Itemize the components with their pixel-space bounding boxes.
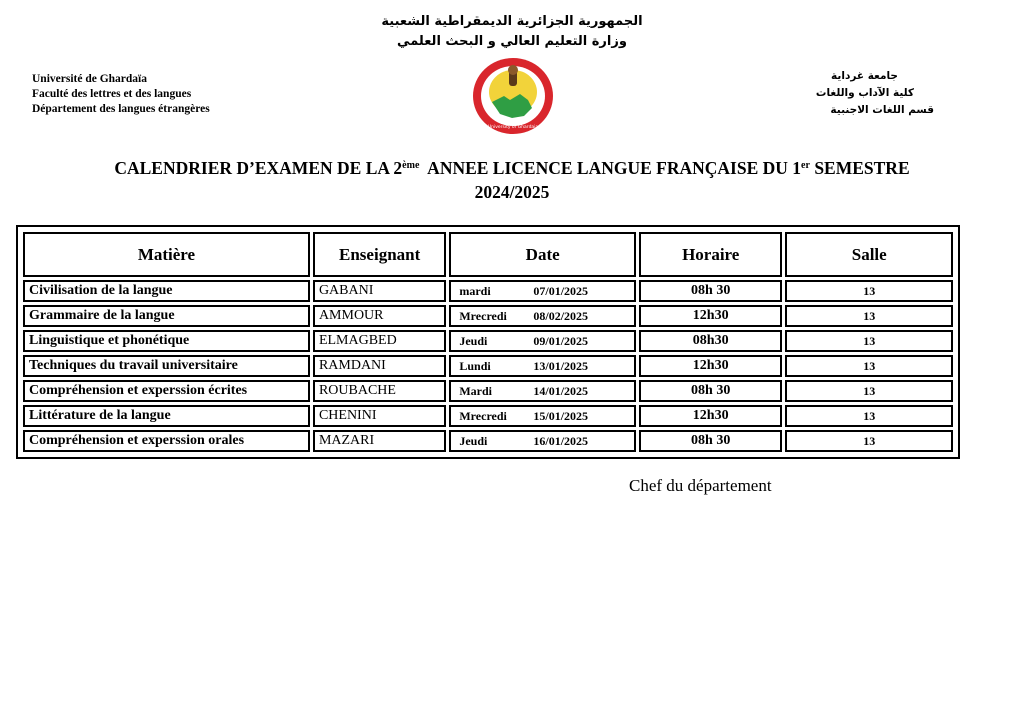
enseignant-cell: RAMDANI xyxy=(313,355,446,377)
horaire-cell: 12h30 xyxy=(639,355,782,377)
salle-cell: 13 xyxy=(785,330,953,352)
matiere-cell: Civilisation de la langue xyxy=(23,280,310,302)
table-row xyxy=(23,280,953,302)
enseignant-cell: AMMOUR xyxy=(313,305,446,327)
table-header-row xyxy=(23,232,953,277)
date-cell: Mrecredi 15/01/2025 xyxy=(449,405,636,427)
table-row xyxy=(23,305,953,327)
horaire-cell: 12h30 xyxy=(639,305,782,327)
salle-cell: 13 xyxy=(785,305,953,327)
faculty-name-fr: Faculté des lettres et des langues xyxy=(32,88,192,100)
enseignant-cell: MAZARI xyxy=(313,430,446,452)
matiere-cell: Linguistique et phonétique xyxy=(23,330,310,352)
salle-cell: 13 xyxy=(785,380,953,402)
salle-cell: 13 xyxy=(785,405,953,427)
horaire-cell: 08h 30 xyxy=(639,430,782,452)
salle-cell: 13 xyxy=(785,280,953,302)
enseignant-cell: CHENINI xyxy=(313,405,446,427)
institution-block-fr xyxy=(32,72,210,117)
date-cell: Mrecredi 08/02/2025 xyxy=(449,305,636,327)
title-line: CALENDRIER D’EXAMEN DE LA 2ème ANNEE LICENCE LANGUE FRANÇAISE DU 1er SEMESTRE xyxy=(114,158,910,178)
institution-block-ar xyxy=(780,68,934,119)
republic-line: الجمهورية الجزائرية الديمقراطية الشعبية xyxy=(381,14,643,29)
enseignant-cell: ELMAGBED xyxy=(313,330,446,352)
horaire-cell: 12h30 xyxy=(639,405,782,427)
ministry-header xyxy=(360,12,664,52)
matiere-cell: Compréhension et experssion orales xyxy=(23,430,310,452)
date-cell: mardi 07/01/2025 xyxy=(449,280,636,302)
salle-cell: 13 xyxy=(785,430,953,452)
matiere-cell: Grammaire de la langue xyxy=(23,305,310,327)
horaire-cell: 08h 30 xyxy=(639,380,782,402)
date-cell: Lundi 13/01/2025 xyxy=(449,355,636,377)
matiere-cell: Littérature de la langue xyxy=(23,405,310,427)
matiere-cell: Compréhension et experssion écrites xyxy=(23,380,310,402)
header-matiere: Matière xyxy=(23,232,310,277)
faculty-name-ar: كلية الآداب واللغات xyxy=(815,87,914,99)
horaire-cell: 08h30 xyxy=(639,330,782,352)
salle-cell: 13 xyxy=(785,355,953,377)
department-name-fr: Département des langues étrangères xyxy=(32,103,210,115)
exam-calendar-title xyxy=(30,156,994,204)
table-row xyxy=(23,430,953,452)
university-logo-icon xyxy=(470,56,556,136)
header-enseignant: Enseignant xyxy=(313,232,446,277)
academic-year: 2024/2025 xyxy=(474,182,550,202)
date-cell: Jeudi 09/01/2025 xyxy=(449,330,636,352)
matiere-cell: Techniques du travail universitaire xyxy=(23,355,310,377)
header-date: Date xyxy=(449,232,636,277)
exam-schedule-table xyxy=(16,225,960,459)
enseignant-cell: ROUBACHE xyxy=(313,380,446,402)
header-horaire: Horaire xyxy=(639,232,782,277)
logo-caption: University of Ghardaia xyxy=(487,125,539,130)
date-cell: Jeudi 16/01/2025 xyxy=(449,430,636,452)
enseignant-cell: GABANI xyxy=(313,280,446,302)
horaire-cell: 08h 30 xyxy=(639,280,782,302)
header-salle: Salle xyxy=(785,232,953,277)
university-name-ar: جامعة غرداية xyxy=(831,70,898,82)
table-row xyxy=(23,405,953,427)
table-row xyxy=(23,355,953,377)
department-name-ar: قسم اللغات الاجنبية xyxy=(830,104,934,116)
university-name-fr: Université de Ghardaïa xyxy=(32,73,147,85)
department-head-signature-label: Chef du département xyxy=(629,476,772,495)
table-row xyxy=(23,330,953,352)
table-row xyxy=(23,380,953,402)
date-cell: Mardi 14/01/2025 xyxy=(449,380,636,402)
ministry-line: وزارة التعليم العالي و البحث العلمي xyxy=(397,34,627,49)
